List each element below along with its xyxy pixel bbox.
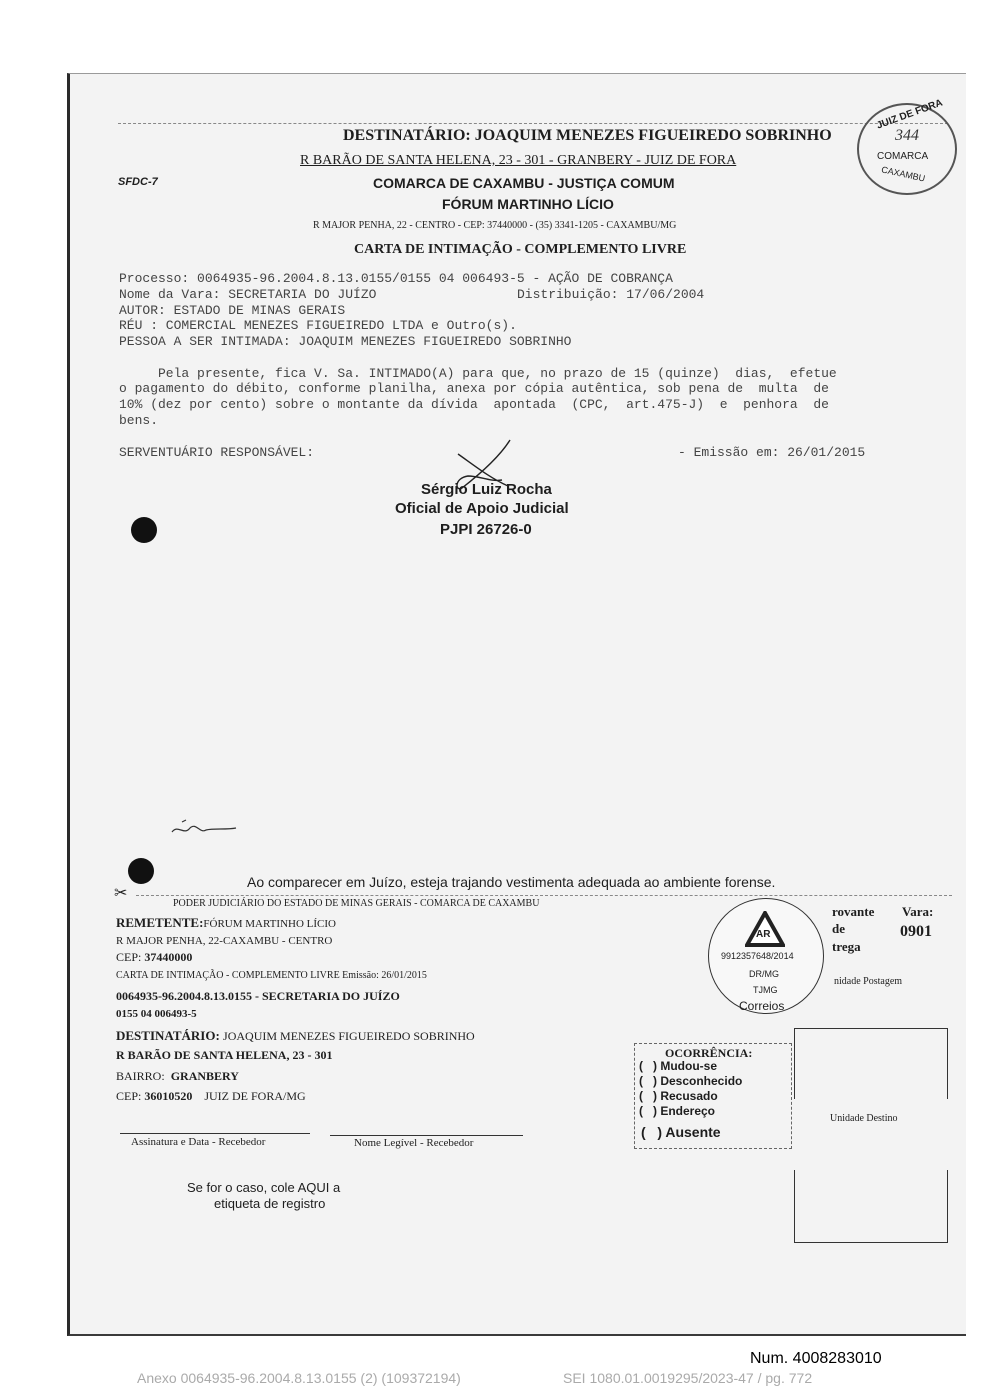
sender-line <box>116 915 336 931</box>
person-line: PESSOA A SER INTIMADA: JOAQUIM MENEZES FIGUEIREDO SOBRINHO <box>119 334 572 349</box>
correios-ar-stamp <box>708 898 824 1014</box>
sender-address: R MAJOR PENHA, 22-CAXAMBU - CENTRO <box>116 935 333 947</box>
officer-role: Oficial de Apoio Judicial <box>395 500 569 517</box>
destino-box <box>794 1170 948 1243</box>
comprovante-label: rovante <box>832 904 875 919</box>
scissors-icon: ✂ <box>114 885 128 902</box>
sender-cep-label: CEP: <box>116 950 142 964</box>
ar-region: DR/MG <box>749 969 779 979</box>
attachment-reference: Anexo 0064935-96.2004.8.13.0155 (2) (109372194) <box>137 1370 461 1386</box>
sender-value: FÓRUM MARTINHO LÍCIO <box>203 918 336 930</box>
occurrence-option-unknown[interactable]: ( ) Desconhecido <box>639 1074 743 1088</box>
ar-brand: Correios <box>739 999 785 1013</box>
forum-title: FÓRUM MARTINHO LÍCIO <box>442 196 614 212</box>
emission-date: - Emissão em: 26/01/2015 <box>678 445 866 460</box>
receipt-cep <box>116 1089 306 1104</box>
signature-label-left: Assinatura e Data - Recebedor <box>131 1136 266 1148</box>
form-code: SFDC-7 <box>118 176 158 188</box>
occurrence-option-address[interactable]: ( ) Endereço <box>639 1104 716 1118</box>
recipient-address: R BARÃO DE SANTA HELENA, 23 - 301 - GRANBERY - JUIZ DE FORA <box>300 153 737 168</box>
de-label: de <box>832 921 845 936</box>
document-number: Num. 4008283010 <box>750 1350 882 1367</box>
unidade-destino-label: Unidade Destino <box>830 1113 898 1124</box>
body-line-4: bens. <box>119 413 159 428</box>
occurrence-option-moved[interactable]: ( ) Mudou-se <box>639 1059 717 1073</box>
receipt-bairro <box>116 1069 239 1084</box>
dress-code-notice: Ao comparecer em Juízo, esteja trajando vestimenta adequada ao ambiente forense. <box>247 874 776 890</box>
cep-value: 36010520 <box>144 1089 193 1103</box>
ar-code: 9912357648/2014 <box>721 951 794 961</box>
entrega-label: trega <box>832 939 861 954</box>
vara-label: Vara: <box>902 904 934 919</box>
stamp-mid-text: COMARCA <box>877 151 929 162</box>
paste-label-line-1: Se for o caso, cole AQUI a <box>187 1180 341 1195</box>
receipt-carta: CARTA DE INTIMAÇÃO - COMPLEMENTO LIVRE Emissão: 26/01/2015 <box>116 970 427 981</box>
sender-cep <box>116 950 192 965</box>
occurrence-option-absent[interactable]: ( ) Ausente <box>641 1124 721 1140</box>
distribution-date: Distribuição: 17/06/2004 <box>517 287 705 302</box>
body-line-1: Pela presente, fica V. Sa. INTIMADO(A) para que, no prazo de 15 (quinze) dias, efetue <box>119 366 837 381</box>
top-dashed-line <box>118 123 948 124</box>
officer-name: Sérgio Luiz Rocha <box>421 481 552 498</box>
sei-reference: SEI 1080.01.0019295/2023-47 / pg. 772 <box>563 1370 813 1386</box>
occurrence-title: OCORRÊNCIA: <box>665 1046 753 1060</box>
vara-line: Nome da Vara: SECRETARIA DO JUÍZO <box>119 287 377 302</box>
stamp-top-text: JUIZ DE FORA <box>875 97 945 132</box>
unidade-postagem-label: nidade Postagem <box>834 976 903 987</box>
responsible-label: SERVENTUÁRIO RESPONSÁVEL: <box>119 445 315 460</box>
punch-hole-top <box>131 517 157 543</box>
stamp-bottom-text: CAXAMBU <box>880 164 927 184</box>
stamp-number: 344 <box>895 127 919 144</box>
signature-label-right: Nome Legível - Recebedor <box>354 1137 474 1149</box>
cep-label: CEP: <box>116 1089 142 1103</box>
occurrence-option-refused[interactable]: ( ) Recusado <box>639 1089 718 1103</box>
sender-label: REMETENTE: <box>116 915 204 930</box>
bairro-label: BAIRRO: <box>116 1069 165 1083</box>
comarca-stamp <box>857 97 957 195</box>
city-value: JUIZ DE FORA/MG <box>204 1089 306 1103</box>
ar-logo-text: AR <box>756 929 771 940</box>
receipt-process: 0064935-96.2004.8.13.0155 - SECRETARIA DO JUÍZO <box>116 989 400 1003</box>
occurrence-box <box>634 1043 792 1149</box>
postagem-box <box>794 1028 948 1099</box>
process-line: Processo: 0064935-96.2004.8.13.0155/0155 04 006493-5 - AÇÃO DE COBRANÇA <box>119 271 673 286</box>
receipt-address: R BARÃO DE SANTA HELENA, 23 - 301 <box>116 1048 333 1062</box>
receipt-recipient-label: DESTINATÁRIO: <box>116 1028 220 1043</box>
cut-line <box>136 895 952 896</box>
receipt-header: PODER JUDICIÁRIO DO ESTADO DE MINAS GERAIS - COMARCA DE CAXAMBU <box>173 898 540 909</box>
signature-line-right <box>330 1135 523 1136</box>
defendant-line: RÉU : COMERCIAL MENEZES FIGUEIREDO LTDA e Outro(s). <box>119 318 517 333</box>
ar-tjmg: TJMG <box>753 985 778 995</box>
receipt-process-2: 0155 04 006493-5 <box>116 1008 197 1020</box>
punch-hole-bottom <box>128 858 154 884</box>
receipt-recipient <box>116 1028 475 1044</box>
forum-address: R MAJOR PENHA, 22 - CENTRO - CEP: 37440000 - (35) 3341-1205 - CAXAMBU/MG <box>313 220 677 231</box>
officer-id: PJPI 26726-0 <box>440 521 532 538</box>
comarca-title: COMARCA DE CAXAMBU - JUSTIÇA COMUM <box>373 175 675 191</box>
document-title: CARTA DE INTIMAÇÃO - COMPLEMENTO LIVRE <box>354 242 687 257</box>
sender-cep-value: 37440000 <box>144 950 193 964</box>
receipt-recipient-value: JOAQUIM MENEZES FIGUEIREDO SOBRINHO <box>223 1029 475 1043</box>
bairro-value: GRANBERY <box>170 1069 239 1083</box>
body-line-2: o pagamento do débito, conforme planilha, anexa por cópia autêntica, sob pena de multa de <box>119 381 829 396</box>
recipient-heading: DESTINATÁRIO: JOAQUIM MENEZES FIGUEIREDO SOBRINHO <box>343 127 832 144</box>
body-line-3: 10% (dez por cento) sobre o montante da dívida apontada (CPC, art.475-J) e penhora de <box>119 397 829 412</box>
author-line: AUTOR: ESTADO DE MINAS GERAIS <box>119 303 346 318</box>
initials-scribble <box>170 818 240 840</box>
vara-number: 0901 <box>900 923 932 940</box>
signature-line-left <box>120 1133 310 1134</box>
paste-label-line-2: etiqueta de registro <box>214 1196 326 1211</box>
